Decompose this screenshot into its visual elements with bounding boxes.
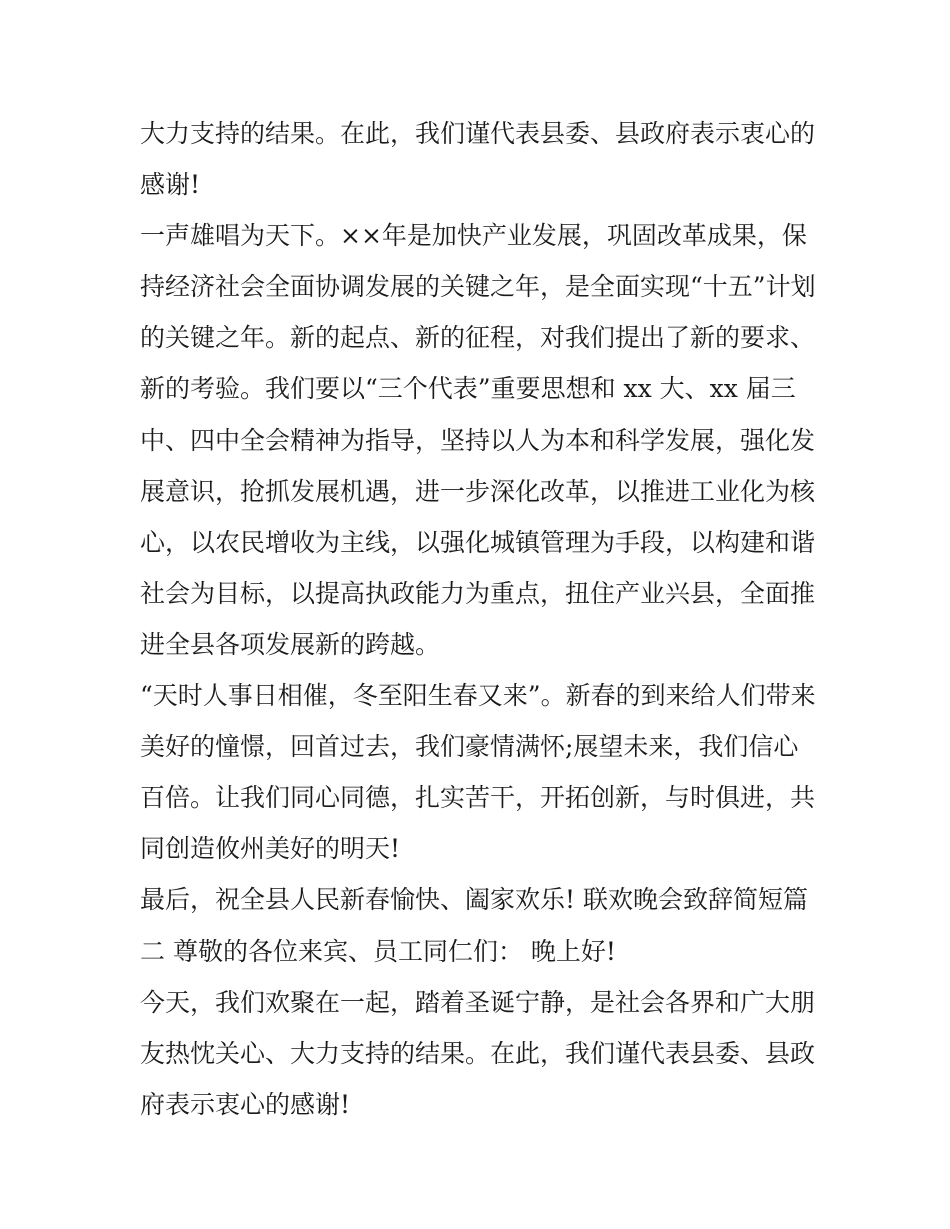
- text-line: 美好的憧憬，回首过去，我们豪情满怀;展望未来，我们信心: [140, 732, 799, 762]
- text-line: 心，以农民增收为主线，以强化城镇管理为手段，以构建和谐: [140, 527, 816, 557]
- text-line: 的关键之年。新的起点、新的征程，对我们提出了新的要求、: [140, 323, 816, 353]
- text-line: 二 尊敬的各位来宾、员工同仁们： 晚上好!: [140, 936, 616, 966]
- text-line: 府表示衷心的感谢!: [140, 1089, 351, 1119]
- text-line: 新的考验。我们要以“三个代表”重要思想和 xx 大、xx 届三: [140, 374, 796, 404]
- text-line: 今天，我们欢聚在一起，踏着圣诞宁静，是社会各界和广大朋: [140, 987, 816, 1017]
- text-line: 同创造攸州美好的明天!: [140, 834, 401, 864]
- text-line: 展意识，抢抓发展机遇，进一步深化改革，以推进工业化为核: [140, 476, 816, 506]
- text-line: 友热忱关心、大力支持的结果。在此，我们谨代表县委、县政: [140, 1038, 816, 1068]
- text-line: “天时人事日相催，冬至阳生春又来”。新春的到来给人们带来: [140, 681, 816, 711]
- text-line: 进全县各项发展新的跨越。: [140, 629, 441, 659]
- text-line: 一声雄唱为天下。××年是加快产业发展，巩固改革成果，保: [140, 221, 807, 251]
- text-line: 大力支持的结果。在此，我们谨代表县委、县政府表示衷心的: [140, 119, 816, 148]
- text-line: 最后，祝全县人民新春愉快、阖家欢乐! 联欢晚会致辞简短篇: [140, 885, 808, 915]
- text-line: 中、四中全会精神为指导，坚持以人为本和科学发展，强化发: [140, 425, 816, 455]
- text-line: 百倍。让我们同心同德，扎实苦干，开拓创新，与时俱进，共: [140, 783, 816, 813]
- text-line: 感谢!: [140, 170, 201, 200]
- text-line: 社会为目标，以提高执政能力为重点，扭住产业兴县，全面推: [140, 578, 816, 608]
- document-body: [140, 108, 820, 1130]
- text-line: 持经济社会全面协调发展的关键之年，是全面实现“十五”计划: [140, 272, 816, 302]
